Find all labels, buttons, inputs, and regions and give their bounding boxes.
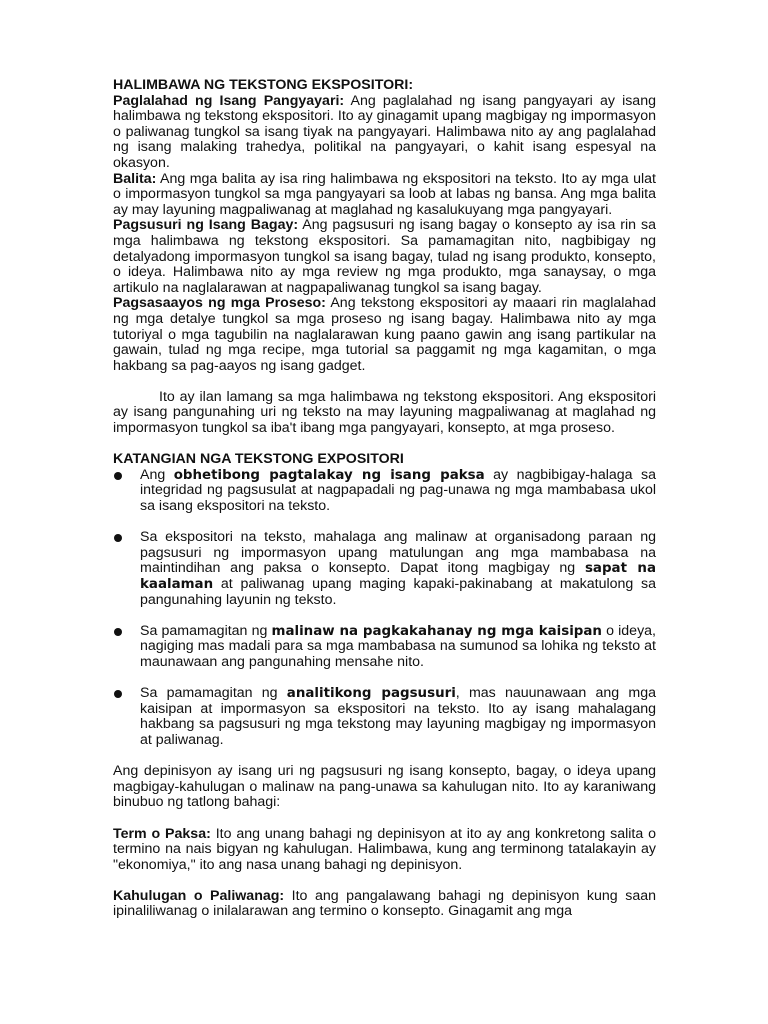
definition-part [113, 827, 656, 874]
spacer [113, 437, 656, 453]
example-text: Ang tekstong ekspositori ay maaari rin maglalahad ng mga detalye tungkol sa mga proseso ng isang bagay. Halimbawa nito ay mga tutoriyal o mga tagubilin na naglalarawan kung paano gawin ang isang partikular na gawain, tulad ng mga recipe, mga tutorial sa paggamit ng mga kagamitan, o mga hakbang sa pag-aayos ng isang gadget. [113, 295, 656, 374]
document-page [113, 78, 656, 920]
spacer [113, 749, 656, 765]
characteristic-text: o ideya, nagiging mas madali para sa mga mambabasa na sumunod sa lohika ng teksto at maunawaan ang pangunahing mensahe nito. [140, 622, 656, 670]
characteristic-item [113, 468, 656, 515]
spacer [113, 608, 656, 624]
definition-term: Kahulugan o Paliwanag: [113, 887, 285, 904]
example-paragraph [113, 218, 656, 296]
bullet-icon [114, 628, 122, 636]
bullet-icon [114, 472, 122, 480]
characteristic-text: Ang [140, 466, 174, 483]
characteristic-keyword: sapat na kaalaman [140, 561, 656, 592]
example-term: Balita: [113, 170, 157, 187]
example-text: Ang mga balita ay isa ring halimbawa ng ekspositori na teksto. Ito ay mga ulat o impormasyon tungkol sa mga pangyayari sa loob at labas ng bansa. Ang mga balita ay may layuning magpaliwanag at maglahad ng kasalukuyang mga pangyayari. [113, 170, 656, 218]
definition-intro: Ang depinisyon ay isang uri ng pagsusuri ng isang konsepto, bagay, o ideya upang magbigay-kahulugan o malinaw na pang-unawa sa kahulugan nito. Ito ay karaniwang binubuo ng tatlong bahagi: [113, 763, 656, 811]
characteristic-text: Sa pamamagitan ng [140, 685, 287, 702]
definition-text: Ito ang unang bahagi ng depinisyon at ito ay ang konkretong salita o termino na nais bigyan ng kahulugan. Halimbawa, kung ang terminong tatalakayin ay "ekonomiya," ito ang nasa unang bahagi ng depinisyon. [113, 825, 656, 873]
spacer [113, 515, 656, 531]
summary-paragraph: Ito ay ilan lamang sa mga halimbawa ng tekstong ekspositori. Ang ekspositori ay isang pangunahing uri ng teksto na may layuning magpaliwanag at maglahad ng impormasyon tungkol sa iba't ibang mga pangyayari, konsepto, at mga proseso. [113, 388, 656, 437]
spacer [113, 873, 656, 889]
characteristics-list [113, 468, 656, 749]
definition-term: Term o Paksa: [113, 825, 211, 842]
bullet-icon [114, 534, 122, 542]
example-term: Paglalahad ng Isang Pangyayari: [113, 92, 345, 109]
example-text: Ang pagsusuri ng isang bagay o konsepto ay isa rin sa mga halimbawa ng tekstong ekspositori. Sa pamamagitan nito, nagbibigay ng detalyadong impormasyon tungkol sa isang bagay, tulad ng isang produkto, konsepto, o ideya. Halimbawa nito ay mga review ng mga produkto, mga sanaysay, o mga artikulo na naglalarawan at nagpapaliwanag tungkol sa isang bagay. [113, 217, 656, 296]
definition-part [113, 889, 656, 920]
characteristic-item [113, 624, 656, 671]
example-text: Ang paglalahad ng isang pangyayari ay isang halimbawa ng tekstong ekspositori. Ito ay ginagamit upang magbigay ng impormasyon o paliwanag tungkol sa isang tiyak na pangyayari. Halimbawa nito ay ang paglalahad ng isang malaking trahedya, politikal na pangyayari, o kahit isang espesyal na okasyon. [113, 92, 656, 171]
bullet-icon [114, 690, 122, 698]
characteristic-text: Sa pamamagitan ng [140, 622, 272, 639]
example-paragraph [113, 94, 656, 172]
spacer [113, 811, 656, 827]
characteristic-text: Sa ekspositori na teksto, mahalaga ang malinaw at organisadong paraan ng pagsusuri ng impormasyon upang matulungan ang mga mambabasa na maintindihan ang paksa o konsepto. Dapat itong magbigay ng [140, 529, 656, 577]
characteristic-item [113, 530, 656, 608]
example-paragraph [113, 296, 656, 374]
characteristic-keyword: analitikong pagsusuri [286, 686, 456, 702]
spacer [113, 374, 656, 390]
definition-text: Ito ang pangalawang bahagi ng depinisyon kung saan ipinaliliwanag o inilalarawan ang termino o konsepto. Ginagamit ang mga [113, 887, 656, 920]
characteristic-text: at paliwanag upang maging kapaki-pakinabang at makatulong sa pangunahing layunin ng teksto. [140, 576, 656, 608]
document-title: HALIMBAWA NG TEKSTONG EKSPOSITORI: [113, 77, 414, 93]
characteristic-item [113, 686, 656, 748]
characteristic-text: ay nagbibigay-halaga sa integridad ng pagsusulat at nagpapadali ng pag-unawa ng mga mambabasa ukol sa isang ekspositori na teksto. [140, 466, 656, 515]
characteristic-keyword: obhetibong pagtalakay ng isang paksa [173, 467, 485, 483]
example-paragraph [113, 172, 656, 219]
characteristic-text: , mas nauunawaan ang mga kaisipan at impormasyon sa ekspositori na teksto. Ito ay isang mahalagang hakbang sa pagsusuri ng mga tekstong may layuning magbigay ng impormasyon at paliwanag. [140, 685, 656, 748]
spacer [113, 671, 656, 687]
example-term: Pagsusuri ng Isang Bagay: [113, 217, 299, 234]
characteristics-heading: KATANGIAN NGA TEKSTONG EXPOSITORI [113, 451, 404, 468]
characteristic-keyword: malinaw na pagkakahanay ng mga kaisipan [271, 623, 602, 639]
example-term: Pagsasaayos ng mga Proseso: [113, 295, 326, 312]
